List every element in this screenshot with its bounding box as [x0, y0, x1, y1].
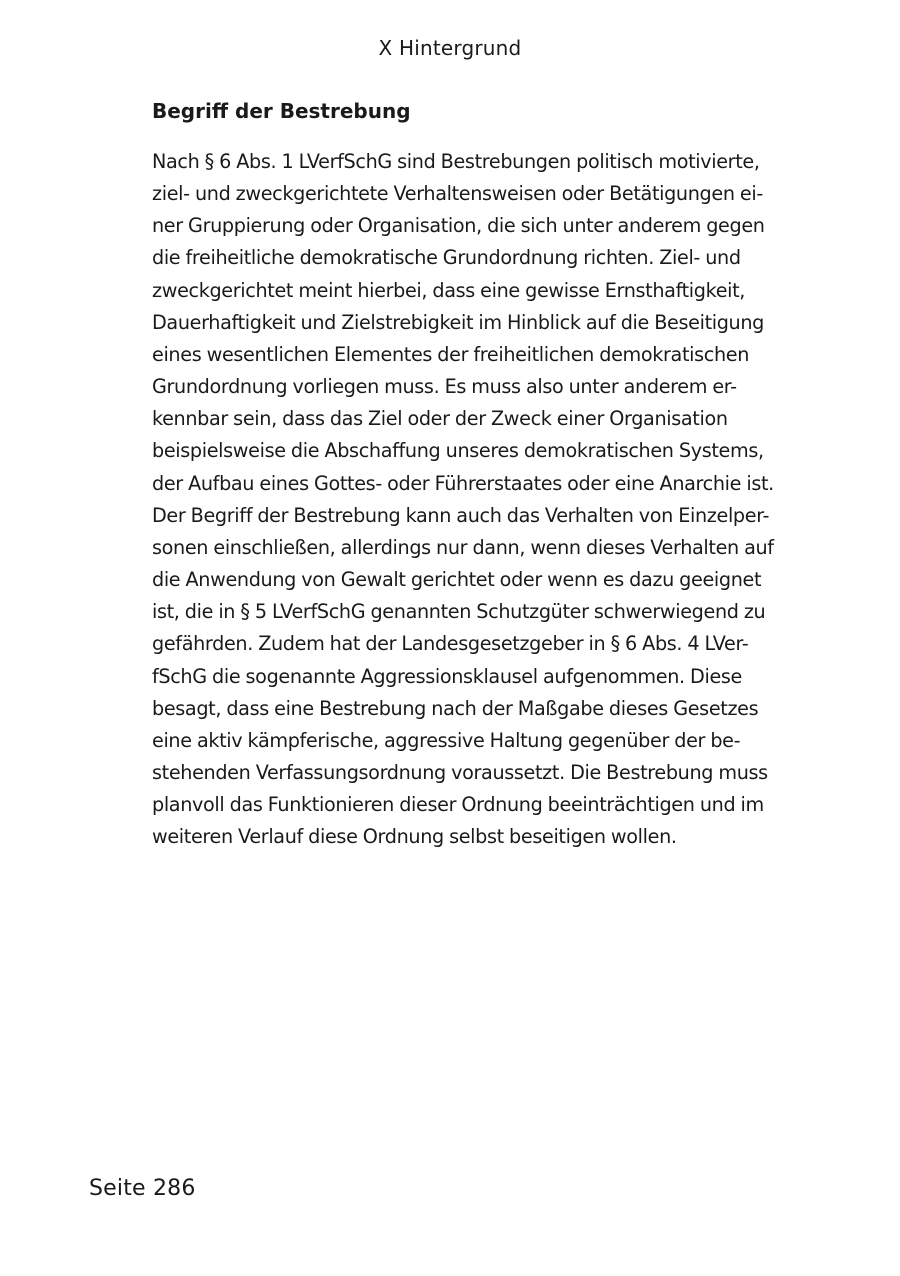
body-line: eines wesentlichen Elementes der freiheitlichen demokratischen: [152, 342, 750, 366]
body-line: Grundordnung vorliegen muss. Es muss also unter anderem er-: [152, 375, 737, 399]
body-line: beispielsweise die Abschaffung unseres demokratischen Systems,: [152, 439, 764, 463]
body-line: Der Begriff der Bestrebung kann auch das Verhalten von Einzelper-: [152, 503, 770, 527]
body-line: planvoll das Funktionieren dieser Ordnung beeinträchtigen und im: [152, 793, 764, 817]
body-line: ner Gruppierung oder Organisation, die sich unter anderem gegen: [152, 214, 765, 238]
body-line: die freiheitliche demokratische Grundordnung richten. Ziel- und: [152, 246, 741, 270]
body-line: die Anwendung von Gewalt gerichtet oder wenn es dazu geeignet: [152, 568, 762, 592]
body-line: fSchG die sogenannte Aggressionsklausel aufgenommen. Diese: [152, 664, 743, 688]
body-line: kennbar sein, dass das Ziel oder der Zweck einer Organisation: [152, 407, 728, 431]
body-line: der Aufbau eines Gottes- oder Führerstaates oder eine Anarchie ist.: [152, 471, 774, 495]
body-line: sonen einschließen, allerdings nur dann, wenn dieses Verhalten auf: [152, 535, 774, 559]
body-line: zweckgerichtet meint hierbei, dass eine gewisse Ernsthaftigkeit,: [152, 278, 746, 302]
body-line: ziel- und zweckgerichtete Verhaltensweisen oder Betätigungen ei-: [152, 182, 763, 206]
body-line: eine aktiv kämpferische, aggressive Haltung gegenüber der be-: [152, 728, 741, 752]
body-paragraph: [152, 146, 812, 853]
body-line: gefährden. Zudem hat der Landesgesetzgeber in § 6 Abs. 4 LVer-: [152, 632, 749, 656]
body-line: Nach § 6 Abs. 1 LVerfSchG sind Bestrebungen politisch motivierte,: [152, 150, 760, 173]
body-line: weiteren Verlauf diese Ordnung selbst beseitigen wollen.: [152, 825, 677, 849]
body-line: stehenden Verfassungsordnung voraussetzt. Die Bestrebung muss: [152, 760, 768, 784]
body-line: ist, die in § 5 LVerfSchG genannten Schutzgüter schwerwiegend zu: [152, 600, 766, 624]
body-line: Dauerhaftigkeit und Zielstrebigkeit im Hinblick auf die Beseitigung: [152, 310, 764, 334]
page-number: Seite 286: [89, 1176, 196, 1201]
body-line: besagt, dass eine Bestrebung nach der Maßgabe dieses Gesetzes: [152, 696, 759, 720]
running-header: X Hintergrund: [378, 36, 522, 60]
section-heading: Begriff der Bestrebung: [152, 99, 411, 123]
